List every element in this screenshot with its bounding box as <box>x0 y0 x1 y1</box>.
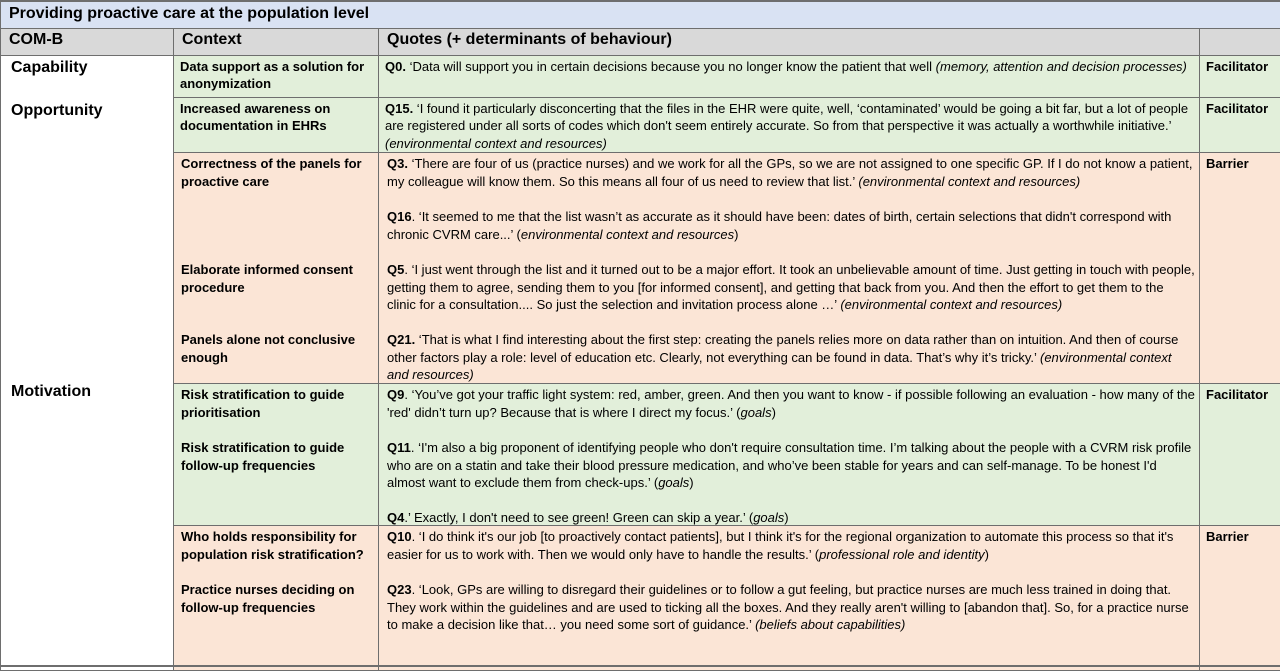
context-text: Who holds responsibility for population risk stratification? <box>181 528 371 563</box>
quote-determinant: professional role and identity <box>819 547 985 562</box>
quote-text: . ‘Look, GPs are willing to disregard their guidelines or to follow a gut feeling, but practice nurses are much less trained in doing that. They work within the guidelines and are used to ticking all the boxes. And they really aren't willing to [abandon that]. So, for a practice nurse to make a decision like that… you need some sort of guidance.’ <box>387 582 1189 632</box>
context-cell <box>174 526 379 671</box>
quote-block <box>387 208 1195 243</box>
quote-block <box>387 439 1195 492</box>
quote-id: Q5 <box>387 262 404 277</box>
quote-tail: ) <box>772 405 776 420</box>
quote-determinant: (beliefs about capabilities) <box>755 617 905 632</box>
table-title: Providing proactive care at the population level <box>1 1 1280 28</box>
quote-id: Q16 <box>387 209 412 224</box>
context-text: Data support as a solution for anonymization <box>180 59 364 92</box>
quote-text: . ‘It seemed to me that the list wasn’t as accurate as it should have been: dates of birth, certain selections that didn't correspond with chronic CVRM care...’ ( <box>387 209 1171 242</box>
quote-id: Q10 <box>387 529 412 544</box>
quote-id: Q15. <box>385 101 413 116</box>
quote-id: Q11 <box>387 440 411 455</box>
quote-text: ‘There are four of us (practice nurses) and we work for all the GPs, so we are not assigned to one specific GP. If I do not know a patient, my colleague will know them. So this means all four of us need to review that list.’ <box>387 156 1192 189</box>
quote-determinant: goals <box>740 405 771 420</box>
comb-capability: Capability <box>11 59 87 77</box>
quote-id: Q4 <box>387 510 404 525</box>
quote-determinant: environmental context and resources <box>521 227 734 242</box>
context-text: Risk stratification to guide follow-up frequencies <box>181 439 371 474</box>
quote-cell <box>379 526 1200 671</box>
context-cell <box>174 153 379 384</box>
quote-tail: ) <box>985 547 989 562</box>
context-text: Practice nurses deciding on follow-up frequencies <box>181 581 371 616</box>
header-quotes: Quotes (+ determinants of behaviour) <box>379 28 1200 55</box>
quote-block <box>387 155 1195 190</box>
quote-text: . ‘You’ve got your traffic light system: red, amber, green. And then you want to know - if possible following an evaluation - how many of the 'red' didn’t turn up? Because that is where I direct my focus.’ ( <box>387 387 1195 420</box>
quote-tail: ) <box>734 227 738 242</box>
quote-determinant: goals <box>658 475 689 490</box>
quote-block <box>387 261 1195 314</box>
quote-id: Q23 <box>387 582 412 597</box>
quote-determinant: (environmental context and resources) <box>385 136 607 151</box>
quote-text: . ‘I'm also a big proponent of identifying people who don't require consultation time. I’m talking about the people with a CVRM risk profile who are on a statin and take their blood pressure medication, and who’ve been stable for years and can self-manage. To be honest I'd almost want to exclude them from check-ups.’ ( <box>387 440 1191 490</box>
quote-determinant: (environmental context and resources) <box>387 350 1172 383</box>
quote-block <box>387 528 1195 563</box>
tag-cell: Facilitator <box>1200 55 1280 97</box>
context-text: Increased awareness on documentation in EHRs <box>180 101 330 134</box>
comb-opportunity: Opportunity <box>11 102 103 120</box>
context-text: Risk stratification to guide prioritisation <box>181 386 371 421</box>
context-text: Correctness of the panels for proactive care <box>181 155 371 190</box>
quote-cell <box>379 97 1200 153</box>
quote-id: Q21. <box>387 332 415 347</box>
context-cell <box>174 384 379 526</box>
quote-block <box>387 386 1195 421</box>
quote-block <box>387 509 1195 527</box>
tag-cell: Barrier <box>1200 526 1280 671</box>
comb-column <box>1 55 174 671</box>
context-cell <box>174 97 379 153</box>
quote-id: Q3. <box>387 156 408 171</box>
quote-determinant: (environmental context and resources) <box>840 297 1062 312</box>
quote-text: ‘I found it particularly disconcerting that the files in the EHR were quite, well, ‘contaminated’ would be going a bit far, but a lot of people are registered under all sorts of codes which don't seem entirely accurate. So from that perspective it was actually a worthwhile initiative.’ <box>385 101 1188 134</box>
quote-cell <box>379 153 1200 384</box>
header-tag <box>1200 28 1280 55</box>
quote-id: Q9 <box>387 387 404 402</box>
quote-text: ‘Data will support you in certain decisions because you no longer know the patient that well <box>406 59 936 74</box>
quote-text: . ‘I do think it's our job [to proactively contact patients], but I think it's for the regional organization to automate this process so that it's easier for us to work with. Then we would only have to handle the results.’ ( <box>387 529 1173 562</box>
tag-cell: Facilitator <box>1200 384 1280 526</box>
context-text: Elaborate informed consent procedure <box>181 261 371 296</box>
quote-determinant: (memory, attention and decision processes) <box>936 59 1187 74</box>
comb-motivation: Motivation <box>11 383 91 401</box>
quote-text: ‘That is what I find interesting about the first step: creating the panels relies more on data rather than on intuition. And then of course other factors play a role: level of education etc. Clearly, not everything can be found in data. That’s why it’s tricky.’ <box>387 332 1178 365</box>
table-bottom-border <box>0 665 1280 667</box>
quote-text: . ‘I just went through the list and it turned out to be a major effort. It took an unbelievable amount of time. Just getting in touch with people, getting them to agree, sending them to you [for informed consent], and getting that back from you. And then the effort to get them to the clinic for a consultation.... So just the selection and invitation process alone …’ <box>387 262 1195 312</box>
quote-cell <box>379 384 1200 526</box>
tag-cell: Barrier <box>1200 153 1280 384</box>
quote-block <box>387 581 1195 634</box>
quote-id: Q0. <box>385 59 406 74</box>
header-comb: COM-B <box>1 28 174 55</box>
quote-text: .’ Exactly, I don't need to see green! Green can skip a year.’ ( <box>404 510 753 525</box>
quote-block <box>387 331 1195 384</box>
header-context: Context <box>174 28 379 55</box>
tag-cell: Facilitator <box>1200 97 1280 153</box>
quote-tail: ) <box>689 475 693 490</box>
quote-cell <box>379 55 1200 97</box>
context-text: Panels alone not conclusive enough <box>181 331 371 366</box>
context-cell <box>174 55 379 97</box>
quote-determinant: (environmental context and resources) <box>858 174 1080 189</box>
quote-determinant: goals <box>753 510 784 525</box>
quote-tail: ) <box>784 510 788 525</box>
